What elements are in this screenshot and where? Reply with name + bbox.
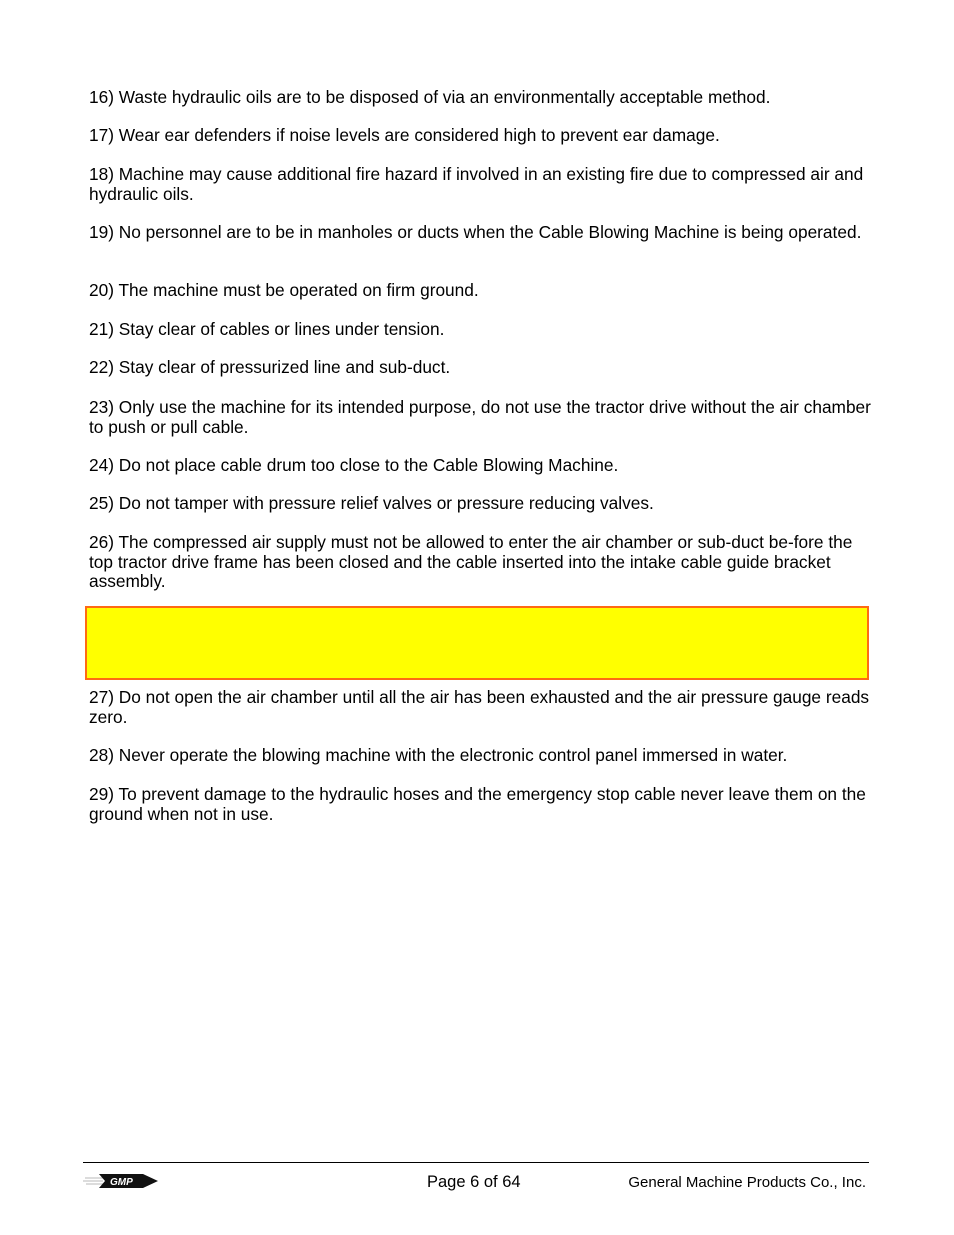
safety-item-26: 26) The compressed air supply must not be allowed to enter the air chamber or sub-duct be-fore the top tractor drive frame has been closed and the cable inserted into the intake cable guide bracket assembly. <box>89 532 853 591</box>
company-name: General Machine Products Co., Inc. <box>628 1174 866 1191</box>
safety-item-16: 16) Waste hydraulic oils are to be disposed of via an environmentally acceptable method. <box>89 87 771 107</box>
footer-divider <box>83 1162 869 1163</box>
safety-item-29: 29) To prevent damage to the hydraulic hoses and the emergency stop cable never leave them on the ground when not in use. <box>89 784 866 824</box>
safety-item-23: 23) Only use the machine for its intended purpose, do not use the tractor drive without the air chamber to push or pull cable. <box>89 397 871 437</box>
safety-item-17: 17) Wear ear defenders if noise levels are considered high to prevent ear damage. <box>89 125 720 145</box>
safety-item-22: 22) Stay clear of pressurized line and sub-duct. <box>89 357 451 377</box>
safety-item-27: 27) Do not open the air chamber until all the air has been exhausted and the air pressure gauge reads zero. <box>89 687 870 727</box>
safety-item-18: 18) Machine may cause additional fire hazard if involved in an existing fire due to compressed air and hydraulic oils. <box>89 164 864 204</box>
warning-box <box>85 606 869 680</box>
safety-item-28: 28) Never operate the blowing machine with the electronic control panel immersed in water. <box>89 745 788 765</box>
svg-text:GMP: GMP <box>110 1177 133 1188</box>
gmp-logo-icon <box>83 1170 159 1192</box>
safety-item-24: 24) Do not place cable drum too close to the Cable Blowing Machine. <box>89 455 619 475</box>
safety-item-19: 19) No personnel are to be in manholes or ducts when the Cable Blowing Machine is being operated. <box>89 222 862 242</box>
safety-item-25: 25) Do not tamper with pressure relief valves or pressure reducing valves. <box>89 493 654 513</box>
page-number: Page 6 of 64 <box>427 1173 521 1191</box>
safety-item-20: 20) The machine must be operated on firm ground. <box>89 280 479 300</box>
safety-item-21: 21) Stay clear of cables or lines under tension. <box>89 319 445 339</box>
